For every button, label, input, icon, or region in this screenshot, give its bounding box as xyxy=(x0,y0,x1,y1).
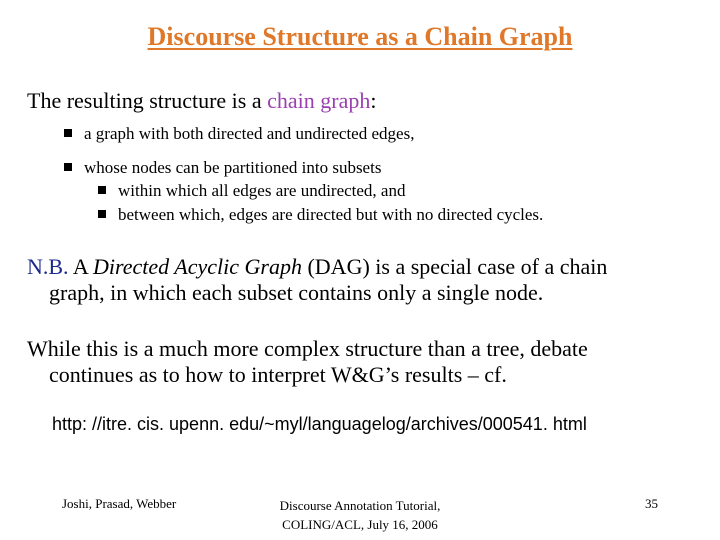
square-bullet-icon xyxy=(98,210,106,218)
subbullet-item xyxy=(98,181,405,201)
chain-graph-highlight: chain graph xyxy=(267,88,371,113)
footer-event xyxy=(0,496,720,534)
reference-url[interactable]: http: //itre. cis. upenn. edu/~myl/languagelog/archives/000541. html xyxy=(52,414,587,434)
bullet-item xyxy=(64,124,414,144)
square-bullet-icon xyxy=(64,129,72,137)
footer-event-line-1: Discourse Annotation Tutorial, xyxy=(279,498,441,513)
square-bullet-icon xyxy=(64,163,72,171)
nb-text-pre: A xyxy=(68,254,94,279)
nb-paragraph xyxy=(27,254,687,306)
slide-title: Discourse Structure as a Chain Graph xyxy=(147,22,573,51)
nb-italic-term: Directed Acyclic Graph xyxy=(93,254,302,279)
nb-text-post: (DAG) is a special case of a chain xyxy=(301,254,608,279)
intro-prefix: The resulting structure is a xyxy=(27,88,268,113)
intro-suffix: : xyxy=(370,88,377,113)
debate-line-1: While this is a much more complex structure than a tree, debate xyxy=(27,336,588,361)
debate-line-2: continues as to how to interpret W&G’s results – cf. xyxy=(49,362,507,387)
intro-line xyxy=(27,88,376,114)
subbullet-text: within which all edges are undirected, and xyxy=(118,181,406,200)
bullet-item xyxy=(64,158,381,178)
bullet-text: a graph with both directed and undirected edges, xyxy=(84,124,415,143)
bullet-text: whose nodes can be partitioned into subsets xyxy=(84,158,382,177)
nb-line-2: graph, in which each subset contains only a single node. xyxy=(49,280,544,305)
nb-label: N.B. xyxy=(27,254,69,279)
footer-authors: Joshi, Prasad, Webber xyxy=(62,496,177,511)
footer-event-line-2: COLING/ACL, July 16, 2006 xyxy=(282,517,438,532)
subbullet-text: between which, edges are directed but with no directed cycles. xyxy=(118,205,544,224)
page-number: 35 xyxy=(645,496,658,511)
subbullet-item xyxy=(98,205,543,225)
debate-paragraph xyxy=(27,336,687,388)
nb-line-1 xyxy=(27,254,607,279)
square-bullet-icon xyxy=(98,186,106,194)
